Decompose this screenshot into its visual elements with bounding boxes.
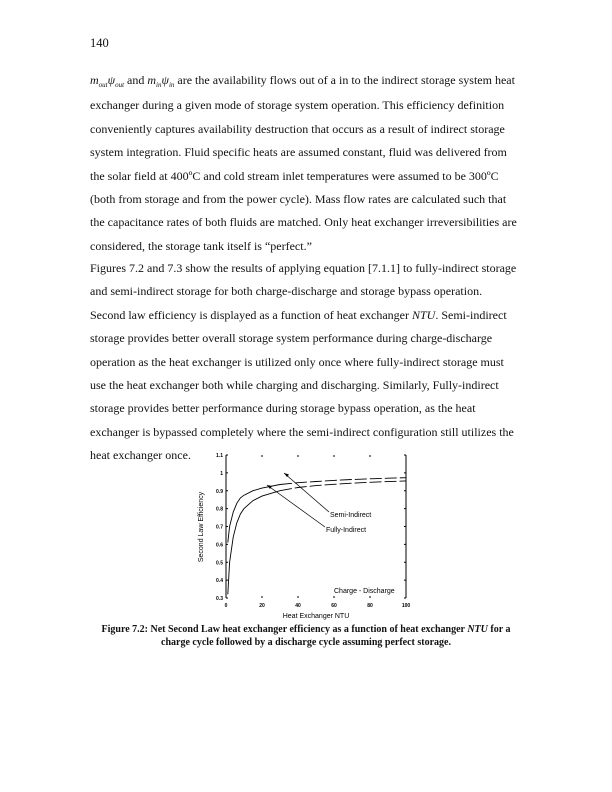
efficiency-chart [190, 446, 420, 626]
paragraph-line: exchanger is bypassed completely where the semi-indirect configuration still utilizes the [90, 424, 514, 439]
x-axis-ticks [225, 455, 411, 609]
caption-line [90, 623, 522, 636]
x-tick-label: 60 [331, 603, 337, 609]
fully-indirect-leader-line [267, 485, 325, 527]
paragraph-line: (both from storage and from the power cycle). Mass flow rates are calculated such that [90, 192, 507, 207]
y-tick-label: 0.6 [216, 542, 223, 549]
math-subscript: out [115, 81, 125, 89]
text-fragment: Second law efficiency is displayed as a function of heat exchanger [90, 307, 412, 322]
text-fragment: and [124, 73, 148, 87]
text-fragment: Figure 7.2: Net Second Law heat exchanger efficiency as a function of heat exchanger [101, 624, 468, 635]
paragraph-line: Figures 7.2 and 7.3 show the results of applying equation [7.1.1] to fully-indirect storage [90, 261, 517, 275]
x-tick-label: 20 [259, 603, 265, 609]
y-tick-label: 1.1 [216, 453, 223, 459]
y-axis-label: Second Law Efficiency [198, 491, 205, 563]
x-axis-label: Heat Exchanger NTU [282, 613, 350, 620]
y-tick-label: 0.7 [216, 524, 223, 531]
y-axis-ticks [216, 453, 406, 602]
paragraph-line: and semi-indirect storage for both charge-discharge and storage bypass operation. [90, 284, 483, 299]
x-tick-label: 100 [401, 603, 411, 609]
math-variable-psi: ψ [107, 73, 116, 87]
y-tick-label: 0.4 [216, 578, 223, 585]
caption-line: charge cycle followed by a discharge cycle assuming perfect storage. [161, 637, 451, 648]
paragraph-line: use the heat exchanger both while charging and discharging. Similarly, Fully-indirect [90, 378, 499, 393]
x-tick-label: 40 [295, 603, 301, 609]
paragraph-line: the capacitance rates of both fluids are matched. Only heat exchanger irreversibilities are [90, 215, 517, 230]
paragraph-line: storage provides better overall storage system performance during charge-discharge [90, 331, 493, 346]
math-variable-m: m [147, 73, 157, 87]
paragraph-line [90, 304, 530, 327]
text-fragment: are the availability flows out of a in to the indirect storage system heat [174, 73, 515, 87]
math-variable-psi: ψ [161, 73, 169, 87]
y-tick-label: 1 [220, 470, 223, 477]
y-tick-label: 0.8 [216, 506, 223, 513]
text-fragment: . Semi-indirect [435, 307, 507, 322]
emphasis-ntu: NTU [412, 307, 436, 322]
page-number: 140 [90, 36, 109, 50]
paragraph-line: considered, the storage tank itself is “perfect.” [90, 238, 312, 253]
y-tick-label: 0.5 [216, 560, 223, 567]
chart-annotation: Charge - Discharge [334, 588, 395, 595]
legend-label-fully-indirect: Fully-Indirect [326, 527, 367, 534]
text-fragment: for a [487, 624, 511, 635]
x-tick-label: 0 [224, 603, 228, 609]
math-subscript: out [98, 81, 108, 89]
paragraph-line: the solar field at 400ºC and cold stream inlet temperatures were assumed to be 300ºC [90, 168, 499, 183]
math-subscript: in [168, 81, 175, 89]
emphasis-ntu: NTU [467, 624, 488, 635]
y-tick-label: 0.9 [216, 488, 223, 495]
paragraph-line [90, 69, 530, 94]
y-tick-label: 0.3 [216, 596, 223, 602]
math-subscript: in [156, 81, 162, 89]
chart-canvas [190, 446, 420, 626]
paragraph-line: storage provides better performance during storage bypass operation, as the heat [90, 401, 476, 416]
paragraph-availability-definition [90, 69, 530, 258]
paragraph-line: operation as the heat exchanger is utilized only once where fully-indirect storage must [90, 354, 504, 369]
paragraph-line: system integration. Fluid specific heats are assumed constant, fluid was delivered from [90, 145, 507, 160]
chart-series [228, 478, 406, 595]
paragraph-line: exchanger during a given mode of storage system operation. This efficiency definition [90, 98, 505, 113]
paragraph-line: conveniently captures availability destruction that occurs as a result of indirect storage [90, 121, 505, 136]
figure-caption [90, 623, 522, 649]
x-tick-label: 80 [367, 603, 373, 609]
math-variable-m: m [90, 73, 99, 87]
paragraph-figure-discussion [90, 257, 530, 468]
legend-label-semi-indirect: Semi-Indirect [330, 512, 372, 519]
semi-indirect-leader-line [284, 473, 329, 512]
paragraph-line: heat exchanger once. [90, 448, 191, 463]
